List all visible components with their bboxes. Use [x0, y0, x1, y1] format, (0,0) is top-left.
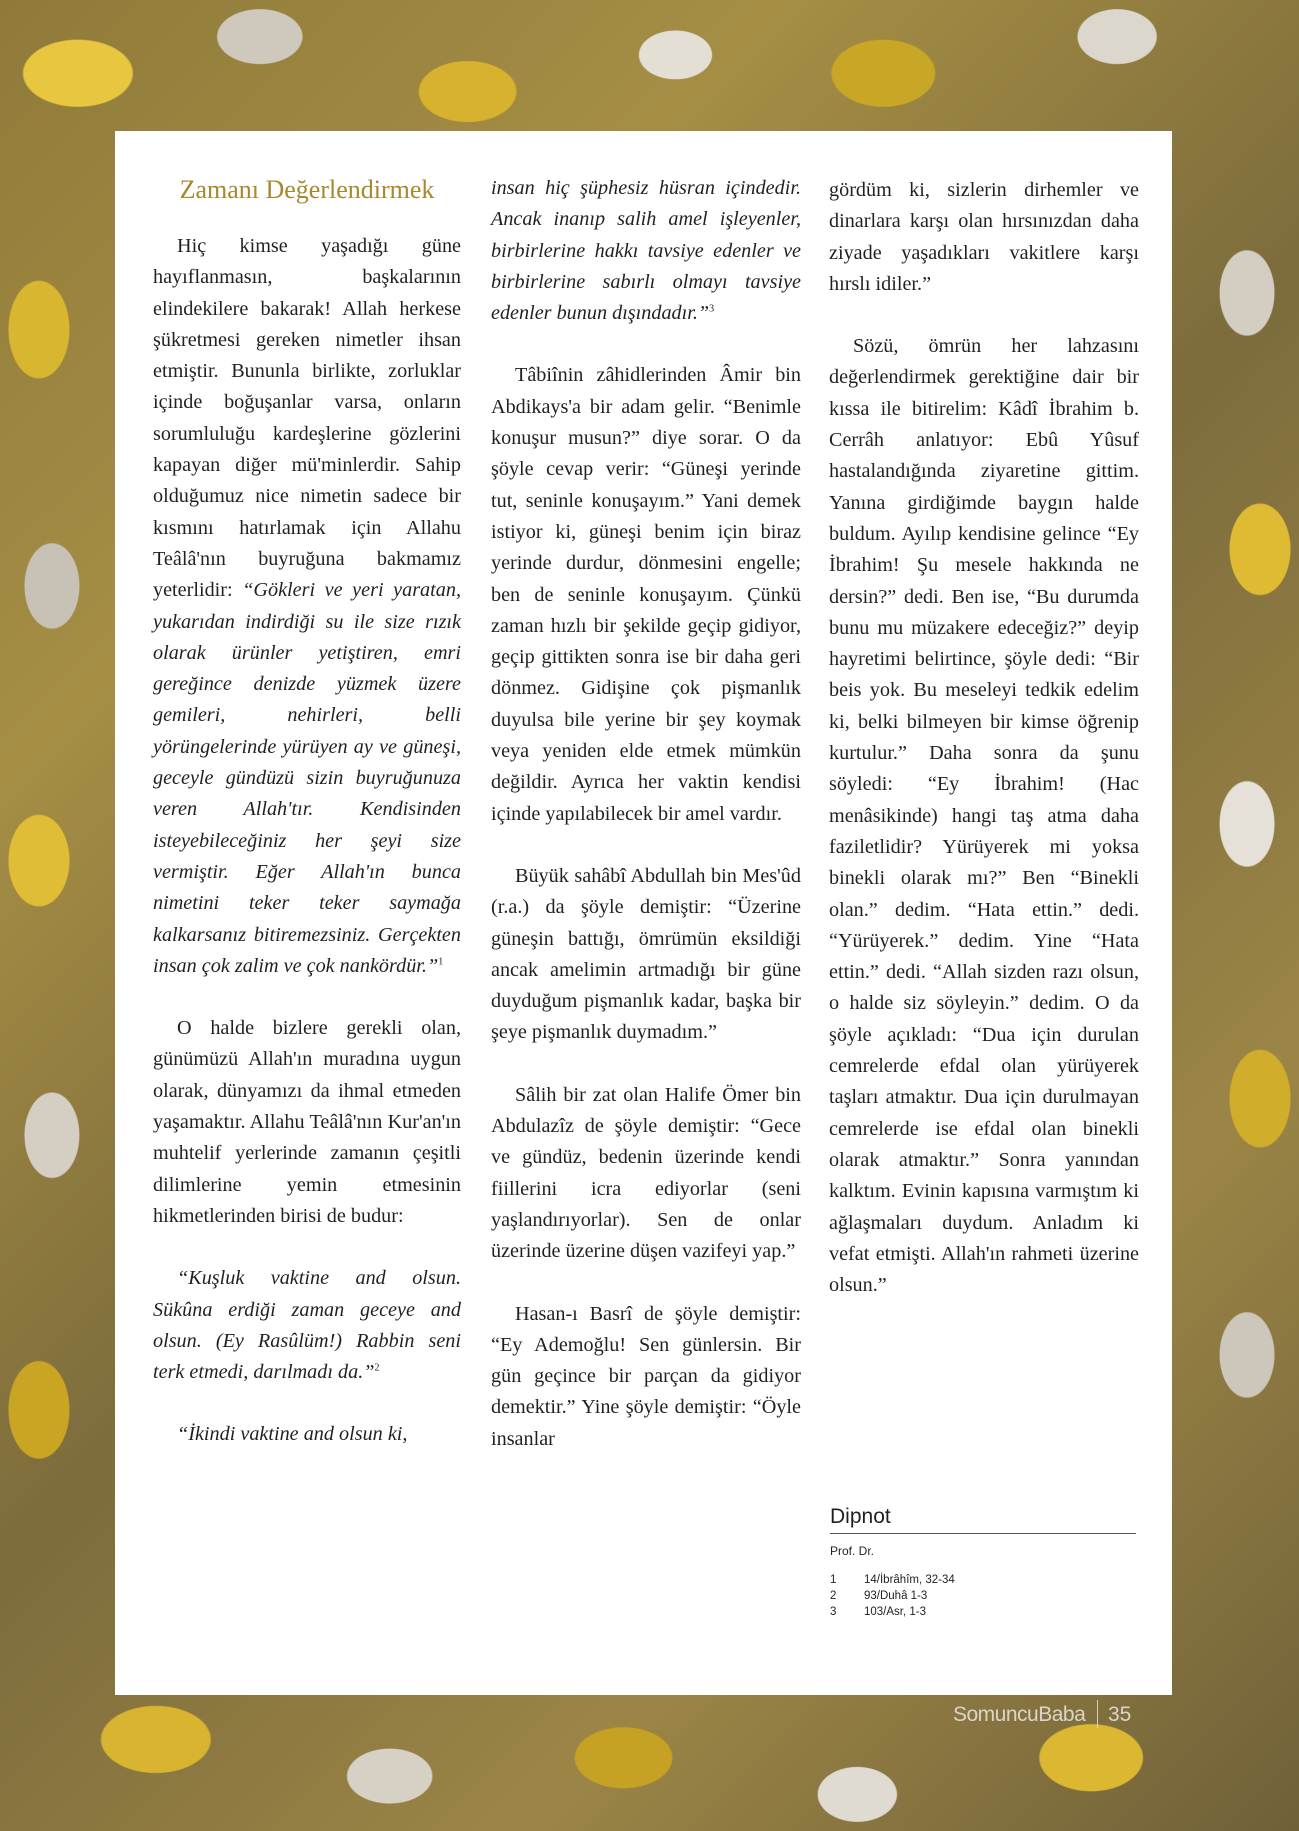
footnotes-title: Dipnot	[830, 1505, 1136, 1534]
footer-divider	[1097, 1700, 1098, 1728]
footnote-number: 3	[830, 1606, 837, 1618]
column-3	[829, 175, 1139, 1332]
footnotes	[830, 1505, 1136, 1620]
page-number: 35	[1108, 1703, 1132, 1726]
footnote-text: 103/Asr, 1-3	[864, 1606, 927, 1618]
footnote-item	[830, 1604, 1136, 1620]
footnote-text: 14/İbrâhîm, 32-34	[864, 1574, 955, 1586]
article-panel	[115, 131, 1172, 1695]
footnote-ref: 2	[374, 1362, 380, 1374]
paragraph: Tâbiînin zâhidlerinden Âmir bin Abdikays'a bir adam gelir. “Benimle konuşur musun?” diye sorar. O da şöyle cevap verir: “Güneşi yerinde tut, seninle konuşayım.” Yani demek istiyor ki, güneşi benim için biraz yerinde durdur, dönmesini engelle; ben de seninle konuşayım. Çünkü zaman hızlı bir şekilde geçip gidiyor, geçip gittikten sonra ise bir daha geri dönmez. Gidişine çok pişmanlık duyulsa bile yerine bir şey koymak veya yeniden elde etmek mümkün değildir. Ayrıca her vaktin kendisi içinde yapılabilecek bir amel vardır.	[491, 364, 801, 825]
quote-paragraph	[491, 173, 801, 329]
footnotes-author: Prof. Dr.	[830, 1544, 875, 1558]
quote-paragraph	[153, 1263, 461, 1388]
footnote-item	[830, 1588, 1136, 1604]
footnote-ref: 3	[709, 303, 715, 315]
footnote-item	[830, 1572, 1136, 1588]
paragraph: Büyük sahâbî Abdullah bin Mes'ûd (r.a.) da şöyle demiştir: “Üzerine güneşin battığı, ömrümün eksildiği ancak amelimin artmadığı bir güne duyduğum pişmanlık kadar, başka bir şeye pişmanlık duymadım.”	[491, 864, 801, 1044]
footnote-number: 2	[830, 1590, 837, 1602]
article-title: Zamanı Değerlendirmek	[179, 175, 435, 204]
quote-text: “Kuşluk vaktine and olsun. Sükûna erdiği zaman geceye and olsun. (Ey Rasûlüm!) Rabbin seni terk etmedi, darılmadı da.”	[153, 1267, 461, 1384]
column-2	[491, 173, 801, 1486]
footnote-number: 1	[830, 1574, 837, 1586]
footnote-text: 93/Duhâ 1-3	[864, 1590, 928, 1602]
paragraph-text: Hiç kimse yaşadığı güne hayıflanmasın, başkalarının elindekilere bakarak! Allah herkese şükretmesi gereken nimetler ihsan etmiştir. Bununla birlikte, zorluklar içinde boğuşanlar varsa, onların sorumluluğu kardeşlerine gözlerini kapayan diğer mü'minlerdir. Sahip olduğumuz nice nimetin sadece bir kısmını hatırlamak için Allahu Teâlâ'nın buyruğuna bakmamız yeterlidir:	[153, 235, 461, 602]
column-1	[153, 171, 461, 1482]
quote-text: insan hiç şüphesiz hüsran içindedir. Ancak inanıp salih amel işleyenler, birbirlerine hakkı tavsiye edenler ve birbirlerine sabırlı olmayı tavsiye edenler bunun dışındadır.”	[491, 177, 801, 325]
footnote-ref: 1	[438, 956, 444, 968]
paragraph: gördüm ki, sizlerin dirhemler ve dinarlara karşı olan hırsınızdan daha ziyade yaşadıkları vakitlere karşı hırslı idiler.”	[829, 179, 1139, 295]
magazine-brand: SomuncuBaba	[953, 1703, 1086, 1726]
paragraph: Sâlih bir zat olan Halife Ömer bin Abdulazîz de şöyle demiştir: “Gece ve gündüz, bedenin üzerinde kendi fiillerini icra ediyorlar (seni yaşlandırıyorlar). Sen de onlar üzerinde üzerine düşen vazifeyi yap.”	[491, 1083, 801, 1263]
quote-text: “Gökleri ve yeri yaratan, yukarıdan indirdiği su ile size rızık olarak ürünler yetiştiren, emri gereğince denizde yüzmek üzere gemileri, nehirleri, belli yörüngelerinde yürüyen ay ve güneşi, geceyle gündüzü sizin buyruğunuza veren Allah'tır. Kendisinden isteyebileceğiniz her şeyi size vermiştir. Eğer Allah'ın bunca nimetini teker teker saymağa kalkarsanız bitiremezsiniz. Gerçekten insan çok zalim ve çok nankördür.”	[153, 579, 461, 977]
paragraph: O halde bizlere gerekli olan, günümüzü Allah'ın muradına uygun olarak, dünyamızı da ihmal etmeden yaşamaktır. Allahu Teâlâ'nın Kur'an'ın muhtelif yerlerinde zamanın çeşitli dilimlerine yemin etmesinin hikmetlerinden birisi de budur:	[153, 1017, 461, 1227]
quote-text: “İkindi vaktine and olsun ki,	[177, 1423, 408, 1446]
paragraph: Sözü, ömrün her lahzasını değerlendirmek gerektiğine dair bir kıssa ile bitirelim: Kâdî İbrahim b. Cerrâh anlatıyor: Ebû Yûsuf hastalandığında ziyaretine gittim. Yanına girdiğimde baygın halde buldum. Ayılıp kendisine gelince “Ey İbrahim! Şu mesele hakkında ne dersin?” dedi. Ben ise, “Bu durumda bunu mu müzakere edeceğiz?” deyip hayretimi belirtince, şöyle dedi: “Bir beis yok. Bu meseleyi tedkik edelim ki, belki bilmeyen bir kimse öğrenip kurtulur.” Daha sonra da şunu söyledi: “Ey İbrahim! (Hac menâsikinde) hangi taş atma daha faziletlidir? Yürüyerek mi yoksa binekli olarak mı?” Ben “Binekli olan.” dedim. “Hata ettin.” dedi. “Yürüyerek.” dedim. Yine “Hata ettin.” dedi. “Allah sizden razı olsun, o halde siz söyleyin.” dedim. O da şöyle açıkladı: “Dua için durulan cemrelerde efdal olan yürüyerek taşları atmaktır. Dua için durulmayan cemrelerde ise efdal olan binekli olarak atmaktır.” Sonra yanından kalktım. Evinin kapısına varmıştım ki ağlaşmaları duydum. Anladım ki vefat etmişti. Allah'ın rahmeti üzerine olsun.”	[829, 335, 1139, 1297]
quote-paragraph	[153, 1419, 461, 1450]
paragraph: Hasan-ı Basrî de şöyle demiştir: “Ey Ademoğlu! Sen günlersin. Bir gün geçince bir parçan da gidiyor demektir.” Yine şöyle demiştir: “Öyle insanlar	[491, 1302, 801, 1450]
paragraph	[153, 231, 461, 982]
